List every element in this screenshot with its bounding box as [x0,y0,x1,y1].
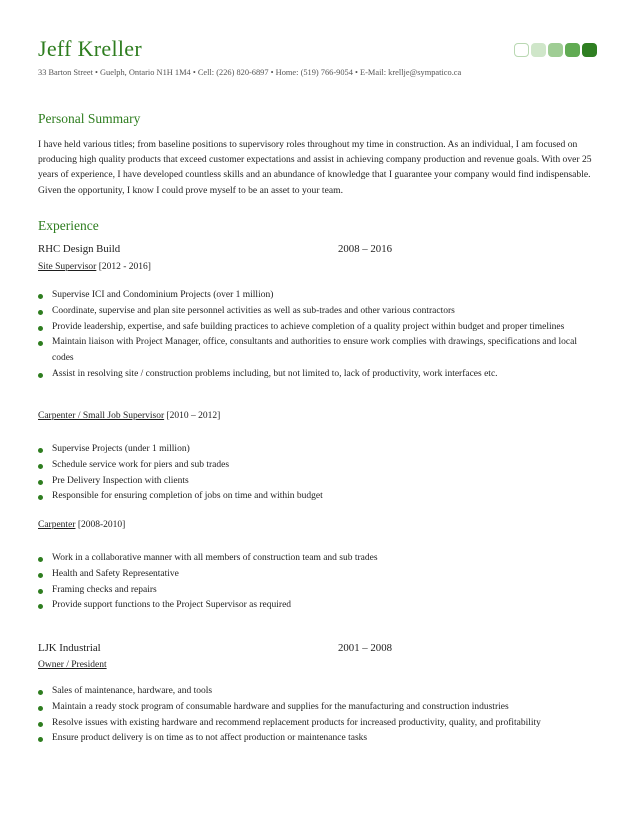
role-line [38,660,107,670]
list-item: Supervise ICI and Condominium Projects (over 1 million) [38,288,598,304]
list-item: Coordinate, supervise and plan site personnel activities as well as sub-trades and other various contractors [38,304,598,320]
role-line [38,520,125,530]
list-item: Provide leadership, expertise, and safe building practices to achieve completion of a quality project within budget and proper timelines [38,320,598,336]
section-title-summary: Personal Summary [38,111,141,126]
list-item: Health and Safety Representative [38,567,598,583]
job-dates: 2008 – 2016 [338,243,392,255]
decor-square [514,43,529,57]
list-item: Maintain a ready stock program of consumable hardware and supplies for the manufacturing and construction industries [38,700,598,716]
list-item: Assist in resolving site / construction problems including, but not limited to, lack of productivity, work interfaces etc. [38,367,598,383]
list-item: Sales of maintenance, hardware, and tools [38,684,598,700]
decor-square [582,43,597,57]
role-line [38,411,220,421]
role-line [38,262,151,272]
job-company: LJK Industrial [38,642,101,654]
summary-text: I have held various titles; from baseline positions to supervisory roles throughout my time in construction. As an individual, I am focused on producing high quality products that exceed customer expectations and assist in achieving company production and revenue goals. With over 25 years of experience, I have developed countless skills and an abundance of knowledge that I guarantee your company would find indispensable. Given the opportunity, I know I could prove myself to be an asset to your team. [38,139,592,196]
role-dates: [2008-2010] [75,520,126,530]
job-dates: 2001 – 2008 [338,642,392,654]
role-dates: [2012 - 2016] [96,262,151,272]
list-item: Provide support functions to the Project Supervisor as required [38,598,598,614]
role-dates: [2010 – 2012] [164,411,221,421]
list-item: Supervise Projects (under 1 million) [38,442,598,458]
role-title: Carpenter / Small Job Supervisor [38,411,165,421]
role-title: Owner / President [38,660,107,670]
contact-line: 33 Barton Street • Guelph, Ontario N1H 1M4 • Cell: (226) 820-6897 • Home: (519) 766-9054 • E-Mail: krellje@sympatico.ca [38,68,462,77]
bullet-list [38,684,598,747]
section-title-experience: Experience [38,218,99,233]
role-title: Site Supervisor [38,262,97,272]
bullet-list [38,442,598,505]
decor-square [531,43,546,57]
bullet-list [38,551,598,614]
role-title: Carpenter [38,520,76,530]
decor-square [548,43,563,57]
list-item: Work in a collaborative manner with all members of construction team and sub trades [38,551,598,567]
resume-name: Jeff Kreller [38,36,142,61]
decor-square [565,43,580,57]
list-item: Maintain liaison with Project Manager, office, consultants and authorities to ensure work complies with drawings, specifications and local codes [38,335,598,367]
list-item: Schedule service work for piers and sub trades [38,458,598,474]
decorative-squares [514,43,597,57]
list-item: Pre Delivery Inspection with clients [38,474,598,490]
list-item: Framing checks and repairs [38,583,598,599]
list-item: Ensure product delivery is on time as to not affect production or maintenance tasks [38,731,598,747]
bullet-list [38,288,598,383]
job-company: RHC Design Build [38,243,121,255]
list-item: Resolve issues with existing hardware and recommend replacement products for increased productivity, quality, and profitability [38,716,598,732]
list-item: Responsible for ensuring completion of jobs on time and within budget [38,489,598,505]
